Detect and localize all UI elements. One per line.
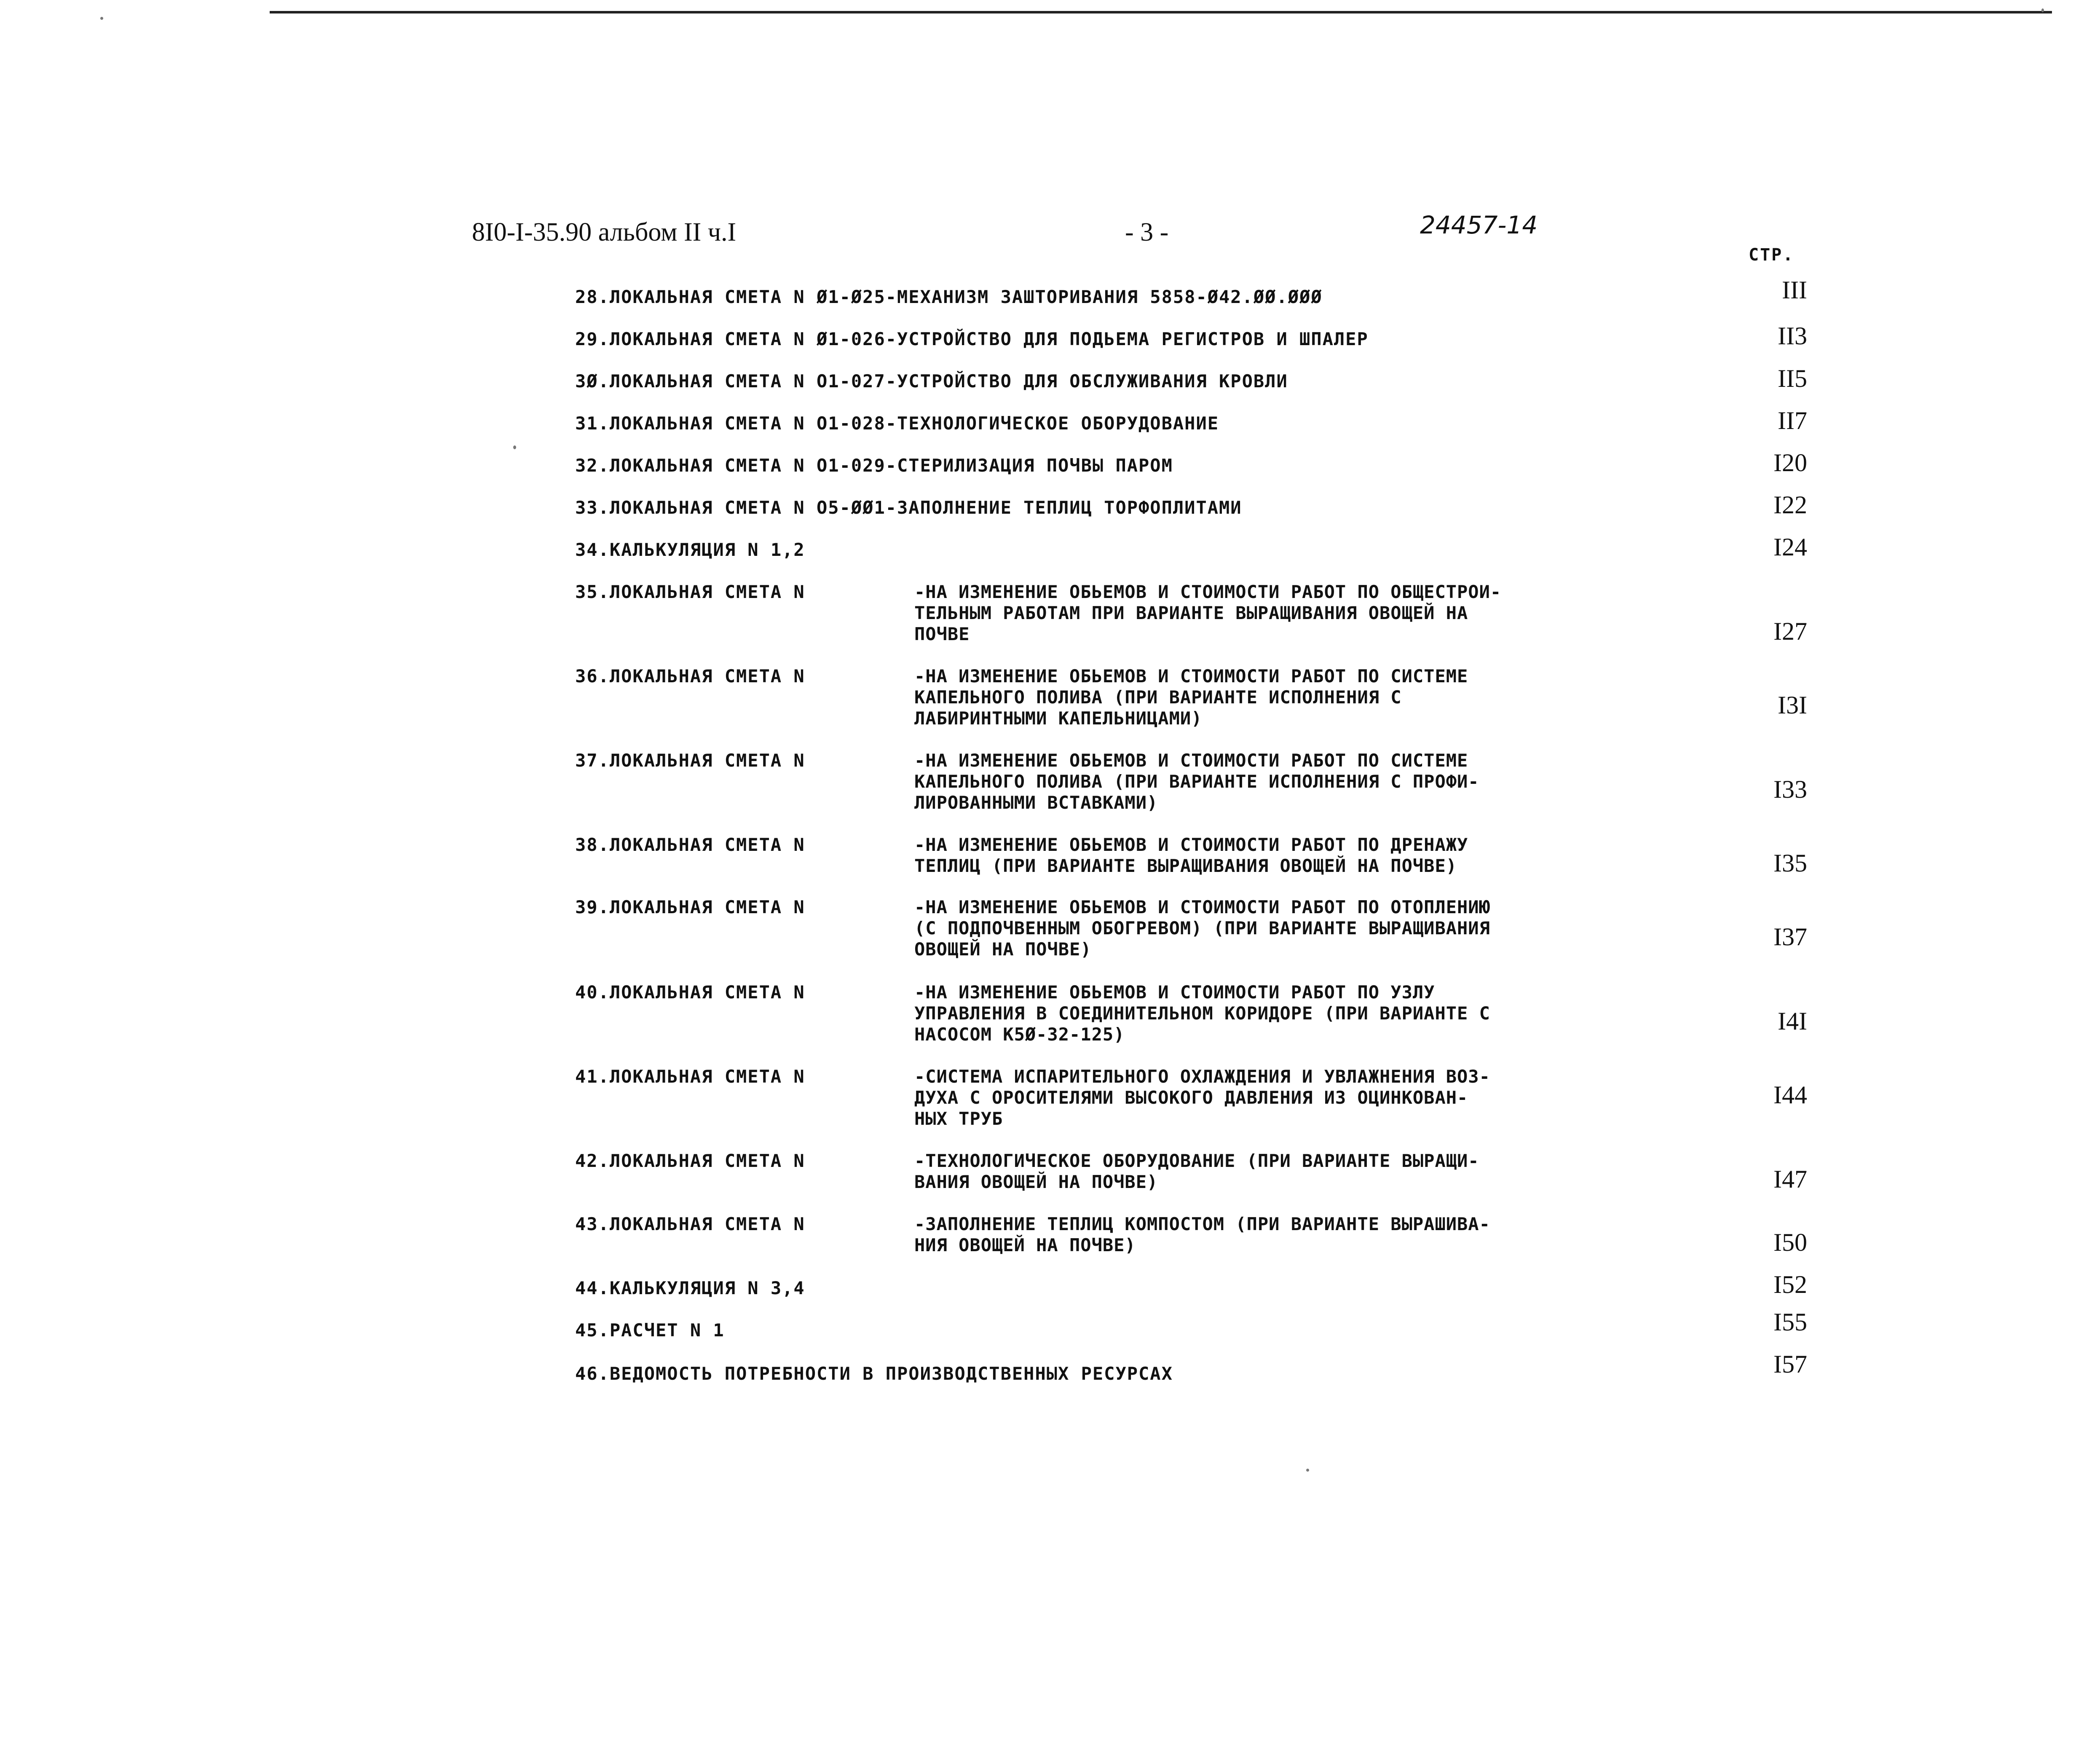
entry-label: 44.КАЛЬКУЛЯЦИЯ N 3,4 xyxy=(575,1278,805,1298)
entry-description: -ЗАПОЛНЕНИЕ ТЕПЛИЦ КОМПОСТОМ (ПРИ ВАРИАНТЕ ВЫРАШИВА- НИЯ ОВОЩЕЙ НА ПОЧВЕ) xyxy=(914,1214,1490,1255)
entry-description: -НА ИЗМЕНЕНИЕ ОБЬЕМОВ И СТОИМОСТИ РАБОТ ПО ОТОПЛЕНИЮ (С ПОДПОЧВЕННЫМ ОБОГРЕВОМ) (ПРИ ВАРИАНТЕ ВЫРАЩИВАНИЯ ОВОЩЕЙ НА ПОЧВЕ) xyxy=(914,897,1490,960)
scan-speck xyxy=(100,17,103,20)
entry-page: III xyxy=(1782,276,1807,304)
entry-page: I47 xyxy=(1773,1165,1807,1193)
entry-description: -ТЕХНОЛОГИЧЕСКОЕ ОБОРУДОВАНИЕ (ПРИ ВАРИАНТЕ ВЫРАЩИ- ВАНИЯ ОВОЩЕЙ НА ПОЧВЕ) xyxy=(914,1150,1479,1192)
entry-label: 46.ВЕДОМОСТЬ ПОТРЕБНОСТИ В ПРОИЗВОДСТВЕННЫХ РЕСУРСАХ xyxy=(575,1363,1173,1384)
entry-page: I55 xyxy=(1773,1308,1807,1336)
entry-page: I4I xyxy=(1778,1007,1807,1035)
entry-page: I24 xyxy=(1773,533,1807,561)
entry-page: II7 xyxy=(1778,407,1807,434)
entry-label: 40.ЛОКАЛЬНАЯ СМЕТА N xyxy=(575,982,805,1003)
entry-label: 42.ЛОКАЛЬНАЯ СМЕТА N xyxy=(575,1150,805,1171)
scan-speck xyxy=(1306,1469,1309,1472)
entry-page: I37 xyxy=(1773,923,1807,951)
entry-page: I20 xyxy=(1773,449,1807,477)
entry-label: 28.ЛОКАЛЬНАЯ СМЕТА N Ø1-Ø25-МЕХАНИЗМ ЗАШТОРИВАНИЯ 5858-Ø42.ØØ.ØØØ xyxy=(575,287,1323,307)
entry-label: 35.ЛОКАЛЬНАЯ СМЕТА N xyxy=(575,582,805,602)
entry-label: 41.ЛОКАЛЬНАЯ СМЕТА N xyxy=(575,1066,805,1087)
page-column-header: СТР. xyxy=(1749,245,1795,265)
document-code: 8I0-I-35.90 альбом II ч.I xyxy=(472,218,737,247)
entry-description: -СИСТЕМА ИСПАРИТЕЛЬНОГО ОХЛАЖДЕНИЯ И УВЛАЖНЕНИЯ ВОЗ- ДУХА С ОРОСИТЕЛЯМИ ВЫСОКОГО ДАВЛЕНИЯ ИЗ ОЦИНКОВАН- НЫХ ТРУБ xyxy=(914,1066,1490,1129)
entry-label: 43.ЛОКАЛЬНАЯ СМЕТА N xyxy=(575,1214,805,1234)
top-border-line xyxy=(270,11,2052,13)
entry-page: I50 xyxy=(1773,1228,1807,1256)
scan-speck xyxy=(513,445,516,449)
entry-description: -НА ИЗМЕНЕНИЕ ОБЬЕМОВ И СТОИМОСТИ РАБОТ ПО УЗЛУ УПРАВЛЕНИЯ В СОЕДИНИТЕЛЬНОМ КОРИДОРЕ (ПРИ ВАРИАНТЕ С НАСОСОМ К5Ø-32-125) xyxy=(914,982,1490,1045)
entry-page: I33 xyxy=(1773,775,1807,803)
entry-label: 37.ЛОКАЛЬНАЯ СМЕТА N xyxy=(575,750,805,771)
archive-number: 24457-14 xyxy=(1420,211,1538,239)
entry-page: I57 xyxy=(1773,1350,1807,1378)
entry-label: 29.ЛОКАЛЬНАЯ СМЕТА N Ø1-026-УСТРОЙСТВО ДЛЯ ПОДЬЕМА РЕГИСТРОВ И ШПАЛЕР xyxy=(575,329,1369,349)
entry-label: 34.КАЛЬКУЛЯЦИЯ N 1,2 xyxy=(575,539,805,560)
entry-description: -НА ИЗМЕНЕНИЕ ОБЬЕМОВ И СТОИМОСТИ РАБОТ ПО ОБЩЕСТРОИ- ТЕЛЬНЫМ РАБОТАМ ПРИ ВАРИАНТЕ ВЫРАЩИВАНИЯ ОВОЩЕЙ НА ПОЧВЕ xyxy=(914,582,1502,644)
entry-description: -НА ИЗМЕНЕНИЕ ОБЬЕМОВ И СТОИМОСТИ РАБОТ ПО СИСТЕМЕ КАПЕЛЬНОГО ПОЛИВА (ПРИ ВАРИАНТЕ ИСПОЛНЕНИЯ С ПРОФИ- ЛИРОВАННЫМИ ВСТАВКАМИ) xyxy=(914,750,1479,813)
entry-page: II3 xyxy=(1778,322,1807,350)
entry-label: 36.ЛОКАЛЬНАЯ СМЕТА N xyxy=(575,666,805,686)
entry-label: 31.ЛОКАЛЬНАЯ СМЕТА N О1-028-ТЕХНОЛОГИЧЕСКОЕ ОБОРУДОВАНИЕ xyxy=(575,413,1219,434)
entry-label: 38.ЛОКАЛЬНАЯ СМЕТА N xyxy=(575,834,805,855)
entry-description: -НА ИЗМЕНЕНИЕ ОБЬЕМОВ И СТОИМОСТИ РАБОТ ПО СИСТЕМЕ КАПЕЛЬНОГО ПОЛИВА (ПРИ ВАРИАНТЕ ИСПОЛНЕНИЯ С ЛАБИРИНТНЫМИ КАПЕЛЬНИЦАМИ) xyxy=(914,666,1468,729)
entry-label: 45.РАСЧЕТ N 1 xyxy=(575,1320,725,1341)
entry-page: I44 xyxy=(1773,1081,1807,1109)
entry-label: 33.ЛОКАЛЬНАЯ СМЕТА N О5-ØØ1-ЗАПОЛНЕНИЕ ТЕПЛИЦ ТОРФОПЛИТАМИ xyxy=(575,497,1242,518)
entry-label: 3Ø.ЛОКАЛЬНАЯ СМЕТА N О1-027-УСТРОЙСТВО ДЛЯ ОБСЛУЖИВАНИЯ КРОВЛИ xyxy=(575,371,1288,391)
entry-label: 39.ЛОКАЛЬНАЯ СМЕТА N xyxy=(575,897,805,917)
entry-description: -НА ИЗМЕНЕНИЕ ОБЬЕМОВ И СТОИМОСТИ РАБОТ ПО ДРЕНАЖУ ТЕПЛИЦ (ПРИ ВАРИАНТЕ ВЫРАЩИВАНИЯ ОВОЩЕЙ НА ПОЧВЕ) xyxy=(914,834,1468,876)
entry-page: I35 xyxy=(1773,849,1807,877)
entry-page: I3I xyxy=(1778,691,1807,719)
page-number: - 3 - xyxy=(1125,218,1169,247)
entry-page: I27 xyxy=(1773,617,1807,645)
entry-label: 32.ЛОКАЛЬНАЯ СМЕТА N О1-029-СТЕРИЛИЗАЦИЯ ПОЧВЫ ПАРОМ xyxy=(575,455,1173,476)
entry-page: II5 xyxy=(1778,365,1807,392)
entry-page: I52 xyxy=(1773,1271,1807,1298)
scan-speck xyxy=(2041,8,2044,12)
entry-page: I22 xyxy=(1773,491,1807,519)
